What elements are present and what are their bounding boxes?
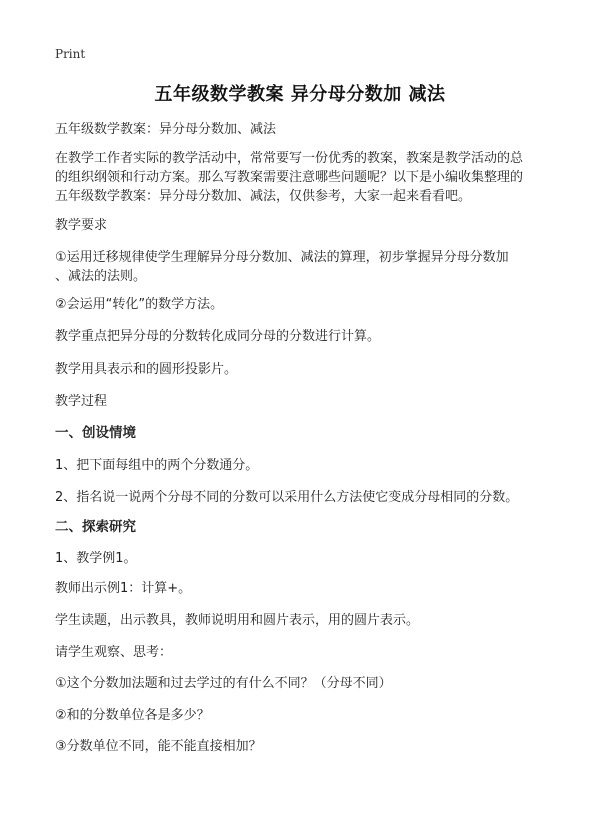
document-subtitle: 五年级数学教案：异分母分数加、减法 <box>55 122 277 137</box>
section-2-observe: 请学生观察、思考： <box>55 645 173 660</box>
teaching-focus: 教学重点把异分母的分数转化成同分母的分数进行计算。 <box>55 329 381 344</box>
page-title: 五年级数学教案 异分母分数加 减法 <box>154 84 446 105</box>
requirements-heading: 教学要求 <box>55 218 108 233</box>
requirement-1-line: 、减法的法则。 <box>55 269 147 284</box>
intro-line: 的组织纲领和行动方案。那么写教案需要注意哪些问题呢？以下是小编收集整理的 <box>55 170 524 185</box>
section-1-item-1: 1、把下面每组中的两个分数通分。 <box>55 458 259 473</box>
section-1-heading: 一、创设情境 <box>55 425 136 441</box>
section-2-example: 教师出示例1：计算+。 <box>55 581 192 596</box>
requirement-1-line: ①运用迁移规律使学生理解异分母分数加、减法的算理，初步掌握异分母分数加 <box>55 250 509 265</box>
question-2: ②和的分数单位各是多少？ <box>55 708 210 723</box>
question-3: ③分数单位不同，能不能直接相加？ <box>55 739 262 754</box>
section-2-item-1: 1、教学例1。 <box>55 551 137 566</box>
intro-paragraph <box>55 149 555 206</box>
process-heading: 教学过程 <box>55 394 108 409</box>
section-2-heading: 二、探索研究 <box>55 519 136 535</box>
requirement-2: ②会运用“转化”的数学方法。 <box>55 297 224 312</box>
question-1: ①这个分数加法题和过去学过的有什么不同？（分母不同） <box>55 676 392 691</box>
print-label[interactable]: Print <box>55 47 86 61</box>
section-2-reading: 学生读题，出示教具，教师说明用和圆片表示，用的圆片表示。 <box>55 613 420 628</box>
intro-line: 五年级数学教案：异分母分数加、减法，仅供参考，大家一起来看看吧。 <box>55 189 472 204</box>
requirement-1 <box>55 248 555 286</box>
teaching-tools: 教学用具表示和的圆形投影片。 <box>55 362 238 377</box>
section-1-item-2: 2、指名说一说两个分母不同的分数可以采用什么方法使它变成分母相同的分数。 <box>55 490 519 505</box>
intro-line: 在教学工作者实际的教学活动中，常常要写一份优秀的教案，教案是教学活动的总 <box>55 151 524 166</box>
